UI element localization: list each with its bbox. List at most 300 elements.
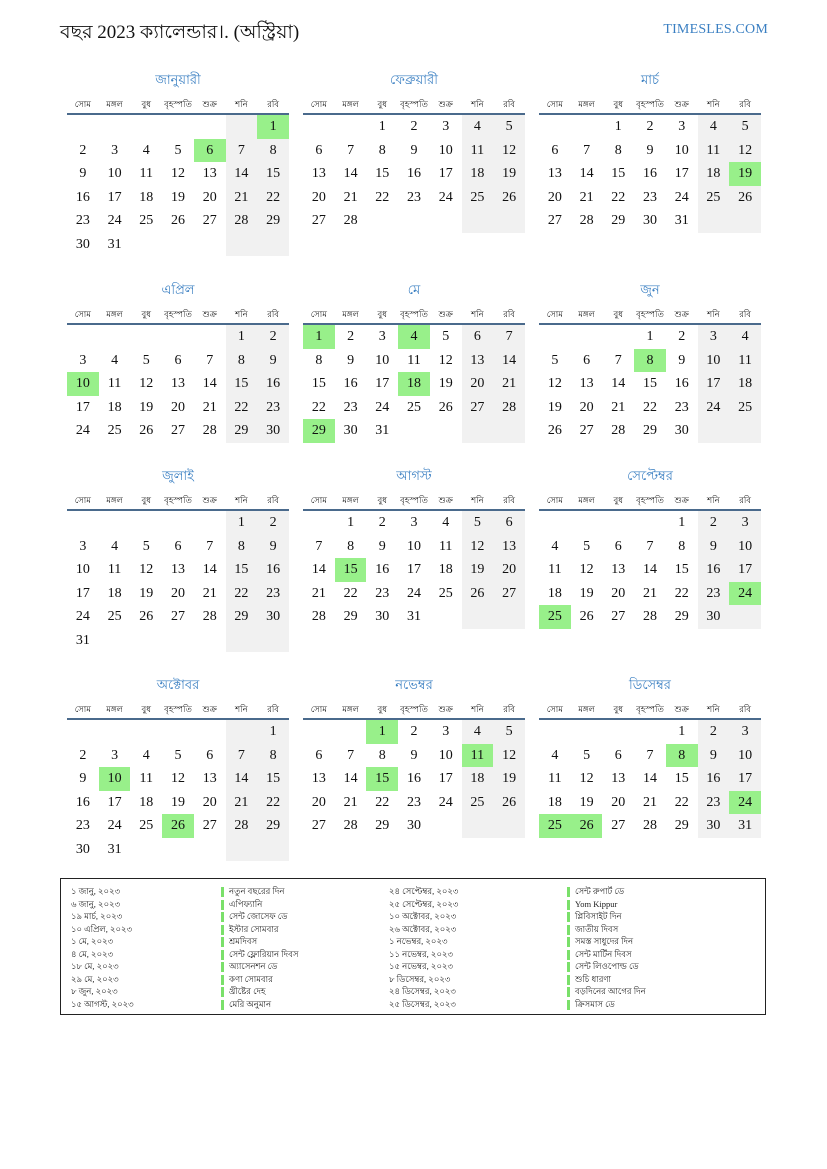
day-cell[interactable]: 3 xyxy=(410,515,418,530)
day-cell[interactable]: 3 xyxy=(111,747,119,763)
day-cell[interactable]: 30 xyxy=(257,605,289,629)
day-cell[interactable]: 10 xyxy=(107,166,122,181)
day-cell[interactable]: 29 xyxy=(257,209,289,233)
day-cell[interactable]: 31 xyxy=(674,213,689,228)
day-cell[interactable]: 5 xyxy=(462,511,494,535)
day-cell[interactable]: 18 xyxy=(107,399,122,415)
day-cell[interactable]: 24 xyxy=(438,794,453,810)
day-cell[interactable]: 21 xyxy=(202,399,217,415)
day-cell[interactable]: 23 xyxy=(406,189,421,205)
day-cell[interactable]: 3 xyxy=(729,511,761,535)
day-cell[interactable]: 16 xyxy=(75,189,90,205)
day-cell[interactable]: 12 xyxy=(170,771,185,786)
holiday-day-cell[interactable]: 4 xyxy=(398,325,430,349)
day-cell[interactable]: 14 xyxy=(202,562,217,577)
day-cell[interactable]: 30 xyxy=(375,609,390,624)
day-cell[interactable]: 11 xyxy=(548,562,562,577)
day-cell[interactable]: 25 xyxy=(139,213,154,228)
day-cell[interactable]: 27 xyxy=(311,213,326,228)
day-cell[interactable]: 17 xyxy=(375,376,390,391)
day-cell[interactable]: 1 xyxy=(257,720,289,744)
holiday-day-cell[interactable]: 24 xyxy=(729,791,761,815)
day-cell[interactable]: 20 xyxy=(170,585,185,601)
holiday-day-cell[interactable]: 1 xyxy=(257,115,289,139)
day-cell[interactable]: 13 xyxy=(202,771,217,786)
day-cell[interactable]: 26 xyxy=(438,399,453,415)
day-cell[interactable]: 25 xyxy=(729,396,761,420)
day-cell[interactable]: 19 xyxy=(139,399,154,415)
day-cell[interactable]: 16 xyxy=(698,558,730,582)
day-cell[interactable]: 7 xyxy=(583,142,591,158)
day-cell[interactable]: 28 xyxy=(642,818,657,833)
day-cell[interactable]: 25 xyxy=(406,399,421,415)
day-cell[interactable]: 16 xyxy=(375,562,390,577)
day-cell[interactable]: 2 xyxy=(698,720,730,744)
day-cell[interactable]: 25 xyxy=(462,186,494,210)
day-cell[interactable]: 4 xyxy=(551,747,559,763)
day-cell[interactable]: 24 xyxy=(107,818,122,833)
day-cell[interactable]: 31 xyxy=(729,814,761,838)
day-cell[interactable]: 13 xyxy=(170,376,185,391)
day-cell[interactable]: 14 xyxy=(343,771,358,786)
day-cell[interactable]: 2 xyxy=(410,119,418,134)
day-cell[interactable]: 13 xyxy=(493,535,525,559)
day-cell[interactable]: 9 xyxy=(698,535,730,559)
day-cell[interactable]: 10 xyxy=(75,562,90,577)
day-cell[interactable]: 10 xyxy=(438,747,453,763)
day-cell[interactable]: 6 xyxy=(614,538,622,554)
day-cell[interactable]: 16 xyxy=(642,166,657,181)
day-cell[interactable]: 30 xyxy=(75,841,90,857)
day-cell[interactable]: 10 xyxy=(674,142,689,158)
day-cell[interactable]: 9 xyxy=(410,747,418,763)
day-cell[interactable]: 31 xyxy=(375,423,390,438)
day-cell[interactable]: 12 xyxy=(462,535,494,559)
day-cell[interactable]: 9 xyxy=(79,771,87,786)
day-cell[interactable]: 26 xyxy=(139,423,154,438)
day-cell[interactable]: 4 xyxy=(729,325,761,349)
day-cell[interactable]: 5 xyxy=(174,142,182,158)
day-cell[interactable]: 3 xyxy=(442,724,450,739)
day-cell[interactable]: 16 xyxy=(75,794,90,810)
day-cell[interactable]: 3 xyxy=(79,538,87,554)
day-cell[interactable]: 22 xyxy=(375,794,390,810)
day-cell[interactable]: 12 xyxy=(493,744,525,768)
day-cell[interactable]: 8 xyxy=(226,535,258,559)
day-cell[interactable]: 6 xyxy=(614,747,622,763)
day-cell[interactable]: 18 xyxy=(547,585,562,601)
day-cell[interactable]: 11 xyxy=(139,771,154,786)
day-cell[interactable]: 7 xyxy=(646,538,654,554)
day-cell[interactable]: 15 xyxy=(611,166,626,181)
day-cell[interactable]: 5 xyxy=(729,115,761,139)
day-cell[interactable]: 3 xyxy=(111,142,119,158)
day-cell[interactable]: 7 xyxy=(614,352,622,368)
holiday-day-cell[interactable]: 24 xyxy=(729,582,761,606)
day-cell[interactable]: 16 xyxy=(698,767,730,791)
day-cell[interactable]: 21 xyxy=(226,186,258,210)
day-cell[interactable]: 22 xyxy=(674,585,689,601)
day-cell[interactable]: 24 xyxy=(107,213,122,228)
day-cell[interactable]: 27 xyxy=(493,582,525,606)
day-cell[interactable]: 9 xyxy=(646,142,654,158)
day-cell[interactable]: 8 xyxy=(257,744,289,768)
day-cell[interactable]: 18 xyxy=(462,162,494,186)
day-cell[interactable]: 12 xyxy=(139,562,154,577)
day-cell[interactable]: 2 xyxy=(378,515,386,530)
day-cell[interactable]: 30 xyxy=(343,423,358,438)
day-cell[interactable]: 18 xyxy=(729,372,761,396)
day-cell[interactable]: 17 xyxy=(729,767,761,791)
day-cell[interactable]: 3 xyxy=(729,720,761,744)
day-cell[interactable]: 3 xyxy=(442,119,450,134)
day-cell[interactable]: 30 xyxy=(642,213,657,228)
day-cell[interactable]: 26 xyxy=(729,186,761,210)
day-cell[interactable]: 8 xyxy=(614,142,622,158)
holiday-day-cell[interactable]: 6 xyxy=(194,139,226,163)
day-cell[interactable]: 25 xyxy=(438,585,453,601)
day-cell[interactable]: 29 xyxy=(257,814,289,838)
day-cell[interactable]: 29 xyxy=(226,419,258,443)
day-cell[interactable]: 21 xyxy=(343,189,358,205)
day-cell[interactable]: 27 xyxy=(202,818,217,833)
day-cell[interactable]: 11 xyxy=(407,352,421,368)
day-cell[interactable]: 5 xyxy=(583,538,591,554)
day-cell[interactable]: 24 xyxy=(698,396,730,420)
day-cell[interactable]: 15 xyxy=(257,162,289,186)
day-cell[interactable]: 27 xyxy=(611,818,626,833)
day-cell[interactable]: 14 xyxy=(642,562,657,577)
holiday-day-cell[interactable]: 29 xyxy=(303,419,335,443)
day-cell[interactable]: 15 xyxy=(226,372,258,396)
day-cell[interactable]: 28 xyxy=(226,814,258,838)
day-cell[interactable]: 19 xyxy=(438,376,453,391)
day-cell[interactable]: 26 xyxy=(493,186,525,210)
day-cell[interactable]: 29 xyxy=(226,605,258,629)
day-cell[interactable]: 15 xyxy=(257,767,289,791)
day-cell[interactable]: 18 xyxy=(139,794,154,810)
day-cell[interactable]: 1 xyxy=(226,325,258,349)
day-cell[interactable]: 16 xyxy=(674,376,689,391)
day-cell[interactable]: 7 xyxy=(315,538,323,554)
day-cell[interactable]: 18 xyxy=(438,562,453,577)
day-cell[interactable]: 3 xyxy=(678,119,686,134)
day-cell[interactable]: 26 xyxy=(139,609,154,624)
day-cell[interactable]: 30 xyxy=(257,419,289,443)
day-cell[interactable]: 3 xyxy=(79,352,87,368)
day-cell[interactable]: 17 xyxy=(438,166,453,181)
day-cell[interactable]: 8 xyxy=(315,352,323,368)
day-cell[interactable]: 17 xyxy=(75,399,90,415)
day-cell[interactable]: 28 xyxy=(202,423,217,438)
day-cell[interactable]: 7 xyxy=(347,142,355,158)
day-cell[interactable]: 26 xyxy=(170,213,185,228)
day-cell[interactable]: 6 xyxy=(493,511,525,535)
day-cell[interactable]: 20 xyxy=(170,399,185,415)
day-cell[interactable]: 17 xyxy=(729,558,761,582)
day-cell[interactable]: 9 xyxy=(698,744,730,768)
day-cell[interactable]: 29 xyxy=(375,818,390,833)
day-cell[interactable]: 14 xyxy=(579,166,594,181)
day-cell[interactable]: 11 xyxy=(548,771,562,786)
day-cell[interactable]: 19 xyxy=(170,189,185,205)
day-cell[interactable]: 13 xyxy=(547,166,562,181)
day-cell[interactable]: 23 xyxy=(75,818,90,833)
holiday-day-cell[interactable]: 8 xyxy=(634,349,666,373)
day-cell[interactable]: 22 xyxy=(375,189,390,205)
day-cell[interactable]: 4 xyxy=(462,115,494,139)
day-cell[interactable]: 14 xyxy=(202,376,217,391)
day-cell[interactable]: 30 xyxy=(698,814,730,838)
day-cell[interactable]: 19 xyxy=(139,585,154,601)
day-cell[interactable]: 2 xyxy=(646,119,654,134)
day-cell[interactable]: 20 xyxy=(311,794,326,810)
day-cell[interactable]: 12 xyxy=(579,771,594,786)
day-cell[interactable]: 28 xyxy=(226,209,258,233)
day-cell[interactable]: 15 xyxy=(674,771,689,786)
site-link[interactable]: TIMESLES.COM xyxy=(663,22,768,37)
day-cell[interactable]: 13 xyxy=(579,376,594,391)
day-cell[interactable]: 27 xyxy=(311,818,326,833)
day-cell[interactable]: 3 xyxy=(698,325,730,349)
day-cell[interactable]: 20 xyxy=(202,794,217,810)
day-cell[interactable]: 19 xyxy=(579,585,594,601)
day-cell[interactable]: 4 xyxy=(111,352,119,368)
day-cell[interactable]: 4 xyxy=(111,538,119,554)
day-cell[interactable]: 28 xyxy=(311,609,326,624)
day-cell[interactable]: 10 xyxy=(406,538,421,554)
day-cell[interactable]: 6 xyxy=(315,747,323,763)
day-cell[interactable]: 13 xyxy=(202,166,217,181)
day-cell[interactable]: 15 xyxy=(375,166,390,181)
day-cell[interactable]: 31 xyxy=(75,632,90,648)
day-cell[interactable]: 24 xyxy=(75,423,90,438)
day-cell[interactable]: 25 xyxy=(107,423,122,438)
day-cell[interactable]: 7 xyxy=(646,747,654,763)
day-cell[interactable]: 2 xyxy=(257,511,289,535)
day-cell[interactable]: 14 xyxy=(493,349,525,373)
holiday-day-cell[interactable]: 1 xyxy=(366,720,398,744)
day-cell[interactable]: 21 xyxy=(343,794,358,810)
day-cell[interactable]: 1 xyxy=(226,511,258,535)
day-cell[interactable]: 16 xyxy=(406,166,421,181)
day-cell[interactable]: 1 xyxy=(678,515,686,530)
day-cell[interactable]: 30 xyxy=(698,605,730,629)
day-cell[interactable]: 10 xyxy=(698,349,730,373)
day-cell[interactable]: 1 xyxy=(347,515,355,530)
day-cell[interactable]: 28 xyxy=(202,609,217,624)
day-cell[interactable]: 23 xyxy=(674,399,689,415)
day-cell[interactable]: 28 xyxy=(642,609,657,624)
day-cell[interactable]: 1 xyxy=(614,119,622,134)
day-cell[interactable]: 5 xyxy=(551,352,559,368)
day-cell[interactable]: 11 xyxy=(729,349,761,373)
day-cell[interactable]: 18 xyxy=(462,767,494,791)
day-cell[interactable]: 28 xyxy=(343,818,358,833)
day-cell[interactable]: 21 xyxy=(311,585,326,601)
day-cell[interactable]: 22 xyxy=(226,396,258,420)
day-cell[interactable]: 8 xyxy=(378,142,386,158)
day-cell[interactable]: 23 xyxy=(642,189,657,205)
day-cell[interactable]: 2 xyxy=(347,329,355,344)
day-cell[interactable]: 30 xyxy=(674,423,689,438)
day-cell[interactable]: 4 xyxy=(142,142,150,158)
day-cell[interactable]: 27 xyxy=(462,396,494,420)
day-cell[interactable]: 16 xyxy=(343,376,358,391)
day-cell[interactable]: 22 xyxy=(674,794,689,810)
day-cell[interactable]: 29 xyxy=(611,213,626,228)
day-cell[interactable]: 26 xyxy=(493,791,525,815)
day-cell[interactable]: 4 xyxy=(462,720,494,744)
day-cell[interactable]: 23 xyxy=(257,396,289,420)
day-cell[interactable]: 12 xyxy=(139,376,154,391)
holiday-day-cell[interactable]: 26 xyxy=(162,814,194,838)
day-cell[interactable]: 15 xyxy=(311,376,326,391)
day-cell[interactable]: 27 xyxy=(170,609,185,624)
day-cell[interactable]: 27 xyxy=(170,423,185,438)
day-cell[interactable]: 12 xyxy=(493,139,525,163)
day-cell[interactable]: 6 xyxy=(315,142,323,158)
day-cell[interactable]: 23 xyxy=(375,585,390,601)
day-cell[interactable]: 31 xyxy=(406,609,421,624)
day-cell[interactable]: 18 xyxy=(139,189,154,205)
day-cell[interactable]: 9 xyxy=(79,166,87,181)
day-cell[interactable]: 15 xyxy=(226,558,258,582)
holiday-day-cell[interactable]: 10 xyxy=(99,767,131,791)
day-cell[interactable]: 15 xyxy=(642,376,657,391)
day-cell[interactable]: 17 xyxy=(107,189,122,205)
day-cell[interactable]: 20 xyxy=(462,372,494,396)
day-cell[interactable]: 23 xyxy=(406,794,421,810)
day-cell[interactable]: 9 xyxy=(410,142,418,158)
day-cell[interactable]: 22 xyxy=(257,791,289,815)
holiday-day-cell[interactable]: 19 xyxy=(729,162,761,186)
day-cell[interactable]: 7 xyxy=(226,139,258,163)
day-cell[interactable]: 16 xyxy=(257,558,289,582)
day-cell[interactable]: 20 xyxy=(611,794,626,810)
day-cell[interactable]: 8 xyxy=(678,538,686,554)
day-cell[interactable]: 22 xyxy=(226,582,258,606)
day-cell[interactable]: 10 xyxy=(729,535,761,559)
holiday-day-cell[interactable]: 18 xyxy=(398,372,430,396)
day-cell[interactable]: 19 xyxy=(493,162,525,186)
day-cell[interactable]: 29 xyxy=(674,609,689,624)
day-cell[interactable]: 24 xyxy=(406,585,421,601)
day-cell[interactable]: 31 xyxy=(107,841,122,857)
day-cell[interactable]: 16 xyxy=(406,771,421,786)
day-cell[interactable]: 12 xyxy=(438,352,453,368)
day-cell[interactable]: 31 xyxy=(107,236,122,252)
day-cell[interactable]: 21 xyxy=(642,585,657,601)
day-cell[interactable]: 2 xyxy=(79,142,87,158)
day-cell[interactable]: 10 xyxy=(375,352,390,368)
day-cell[interactable]: 19 xyxy=(170,794,185,810)
day-cell[interactable]: 2 xyxy=(698,511,730,535)
day-cell[interactable]: 16 xyxy=(257,372,289,396)
day-cell[interactable]: 5 xyxy=(142,352,150,368)
day-cell[interactable]: 1 xyxy=(378,119,386,134)
day-cell[interactable]: 23 xyxy=(698,582,730,606)
day-cell[interactable]: 6 xyxy=(551,142,559,158)
day-cell[interactable]: 8 xyxy=(257,139,289,163)
day-cell[interactable]: 22 xyxy=(257,186,289,210)
day-cell[interactable]: 11 xyxy=(107,376,122,391)
holiday-day-cell[interactable]: 10 xyxy=(67,372,99,396)
day-cell[interactable]: 9 xyxy=(678,352,686,368)
day-cell[interactable]: 4 xyxy=(698,115,730,139)
day-cell[interactable]: 13 xyxy=(311,166,326,181)
day-cell[interactable]: 25 xyxy=(107,609,122,624)
day-cell[interactable]: 6 xyxy=(174,538,182,554)
holiday-day-cell[interactable]: 15 xyxy=(335,558,367,582)
day-cell[interactable]: 20 xyxy=(202,189,217,205)
holiday-day-cell[interactable]: 25 xyxy=(539,814,571,838)
holiday-day-cell[interactable]: 8 xyxy=(666,744,698,768)
holiday-day-cell[interactable]: 11 xyxy=(462,744,494,768)
day-cell[interactable]: 17 xyxy=(698,372,730,396)
day-cell[interactable]: 17 xyxy=(674,166,689,181)
day-cell[interactable]: 4 xyxy=(442,515,450,530)
day-cell[interactable]: 19 xyxy=(493,767,525,791)
day-cell[interactable]: 22 xyxy=(611,189,626,205)
day-cell[interactable]: 28 xyxy=(343,213,358,228)
day-cell[interactable]: 17 xyxy=(438,771,453,786)
day-cell[interactable]: 25 xyxy=(698,186,730,210)
day-cell[interactable]: 23 xyxy=(257,582,289,606)
day-cell[interactable]: 14 xyxy=(226,162,258,186)
day-cell[interactable]: 27 xyxy=(202,213,217,228)
day-cell[interactable]: 17 xyxy=(406,562,421,577)
day-cell[interactable]: 26 xyxy=(547,423,562,438)
day-cell[interactable]: 14 xyxy=(611,376,626,391)
day-cell[interactable]: 30 xyxy=(406,818,421,833)
day-cell[interactable]: 12 xyxy=(547,376,562,391)
day-cell[interactable]: 20 xyxy=(611,585,626,601)
day-cell[interactable]: 24 xyxy=(674,189,689,205)
day-cell[interactable]: 23 xyxy=(343,399,358,415)
day-cell[interactable]: 28 xyxy=(579,213,594,228)
day-cell[interactable]: 11 xyxy=(107,562,122,577)
day-cell[interactable]: 8 xyxy=(378,747,386,763)
day-cell[interactable]: 7 xyxy=(206,538,214,554)
day-cell[interactable]: 11 xyxy=(698,139,730,163)
day-cell[interactable]: 21 xyxy=(226,791,258,815)
day-cell[interactable]: 23 xyxy=(698,791,730,815)
day-cell[interactable]: 20 xyxy=(547,189,562,205)
day-cell[interactable]: 5 xyxy=(493,115,525,139)
day-cell[interactable]: 27 xyxy=(579,423,594,438)
day-cell[interactable]: 15 xyxy=(674,562,689,577)
day-cell[interactable]: 5 xyxy=(583,747,591,763)
day-cell[interactable]: 24 xyxy=(75,609,90,624)
day-cell[interactable]: 6 xyxy=(462,325,494,349)
day-cell[interactable]: 12 xyxy=(729,139,761,163)
day-cell[interactable]: 11 xyxy=(139,166,154,181)
day-cell[interactable]: 26 xyxy=(462,582,494,606)
day-cell[interactable]: 17 xyxy=(107,794,122,810)
day-cell[interactable]: 7 xyxy=(206,352,214,368)
day-cell[interactable]: 9 xyxy=(378,538,386,554)
day-cell[interactable]: 7 xyxy=(493,325,525,349)
day-cell[interactable]: 18 xyxy=(547,794,562,810)
day-cell[interactable]: 9 xyxy=(257,349,289,373)
day-cell[interactable]: 12 xyxy=(170,166,185,181)
holiday-day-cell[interactable]: 1 xyxy=(303,325,335,349)
day-cell[interactable]: 7 xyxy=(347,747,355,763)
day-cell[interactable]: 21 xyxy=(579,189,594,205)
day-cell[interactable]: 8 xyxy=(226,349,258,373)
day-cell[interactable]: 1 xyxy=(678,724,686,739)
